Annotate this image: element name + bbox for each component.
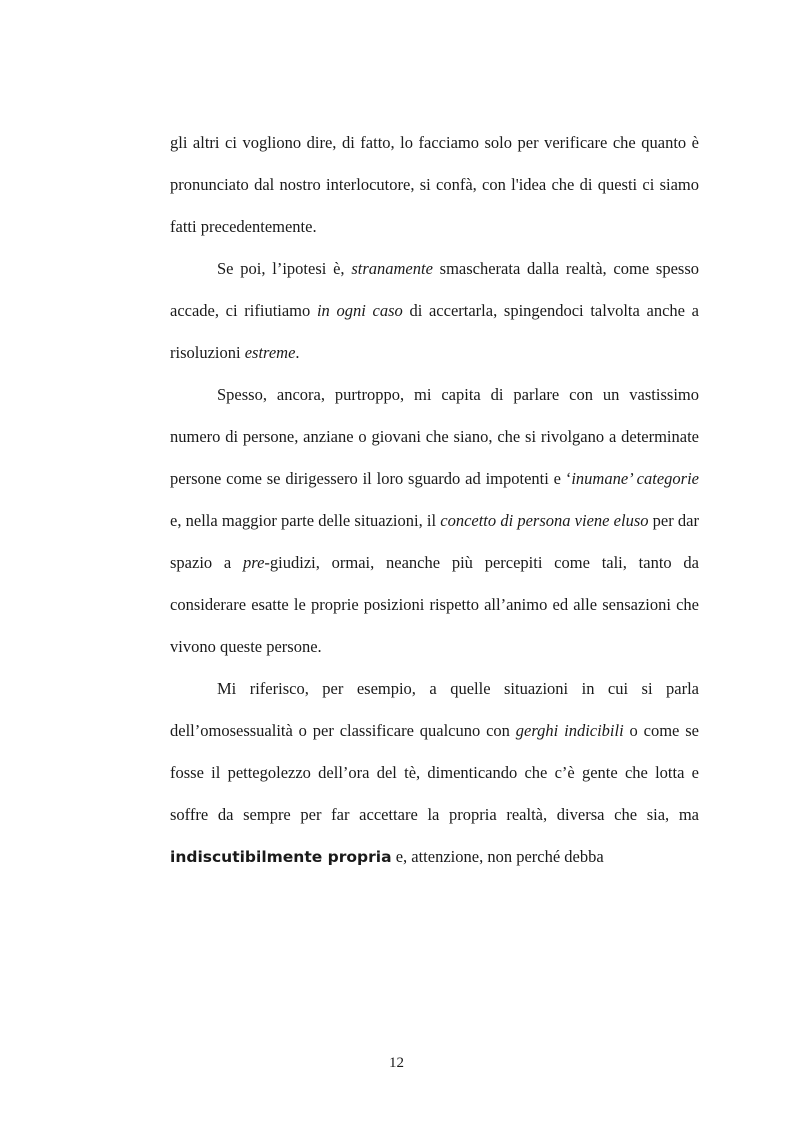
paragraph-2-text-1: Se poi, l’ipotesi è, <box>217 259 352 278</box>
paragraph-3-text-4: -giudizi, ormai, neanche più percepiti come tali, tanto da considerare esatte le proprie posizioni rispetto all’animo ed alle sensazioni che vivono queste persone. <box>170 553 699 656</box>
paragraph-3-emphasis-3: pre <box>243 553 265 572</box>
paragraph-4-text-1: Mi riferisco, per esempio, a quelle situazioni in cui si parla dell’omosessualità o per classificare qualcuno con <box>170 679 699 740</box>
paragraph-4-text-2: o come se fosse il pettegolezzo dell’ora del tè, dimenticando che c’è gente che lotta e soffre da sempre per far accettare la propria realtà, diversa che sia, ma <box>170 721 699 824</box>
paragraph-2-emphasis-1: stranamente <box>351 259 433 278</box>
paragraph-2-text-4: . <box>295 343 300 362</box>
paragraph-4-strong: indiscutibilmente propria <box>170 848 392 866</box>
paragraph-3-text-2: e, nella maggior parte delle situazioni, il <box>170 511 441 530</box>
paragraph-1-text: gli altri ci vogliono dire, di fatto, lo facciamo solo per verificare che quanto è pronunciato dal nostro interlocutore, si confà, con l'idea che di questi ci siamo fatti precedentemente. <box>170 133 699 236</box>
paragraph-2-text-2: smascherata dalla realtà, come spesso accade, ci rifiutiamo <box>170 259 700 320</box>
paragraph-3-text-3: per dar spazio a <box>170 511 699 572</box>
paragraph-2 <box>170 248 699 374</box>
paragraph-3 <box>170 374 699 668</box>
paragraph-3-emphasis-2: concetto di persona viene eluso <box>440 511 649 530</box>
paragraph-4-text-3: e, attenzione, non perché debba <box>391 847 604 866</box>
paragraph-3-emphasis-1: inumane’ categorie <box>571 469 699 488</box>
paragraph-3-text-1: Spesso, ancora, purtroppo, mi capita di parlare con un vastissimo numero di persone, anziane o giovani che siano, che si rivolgano a determinate persone come se dirigessero il loro sguardo ad impotenti e ‘ <box>170 385 699 488</box>
paragraph-4 <box>170 668 699 878</box>
paragraph-2-emphasis-2: in ogni caso <box>316 301 403 320</box>
page-body <box>170 122 699 878</box>
paragraph-2-text-3: di accertarla, spingendoci talvolta anche a risoluzioni <box>170 301 699 362</box>
paragraph-1 <box>170 122 699 248</box>
paragraph-4-emphasis-1: gerghi indicibili <box>515 721 624 740</box>
page-number: 12 <box>389 1055 404 1071</box>
paragraph-2-emphasis-3: estreme <box>244 343 296 362</box>
